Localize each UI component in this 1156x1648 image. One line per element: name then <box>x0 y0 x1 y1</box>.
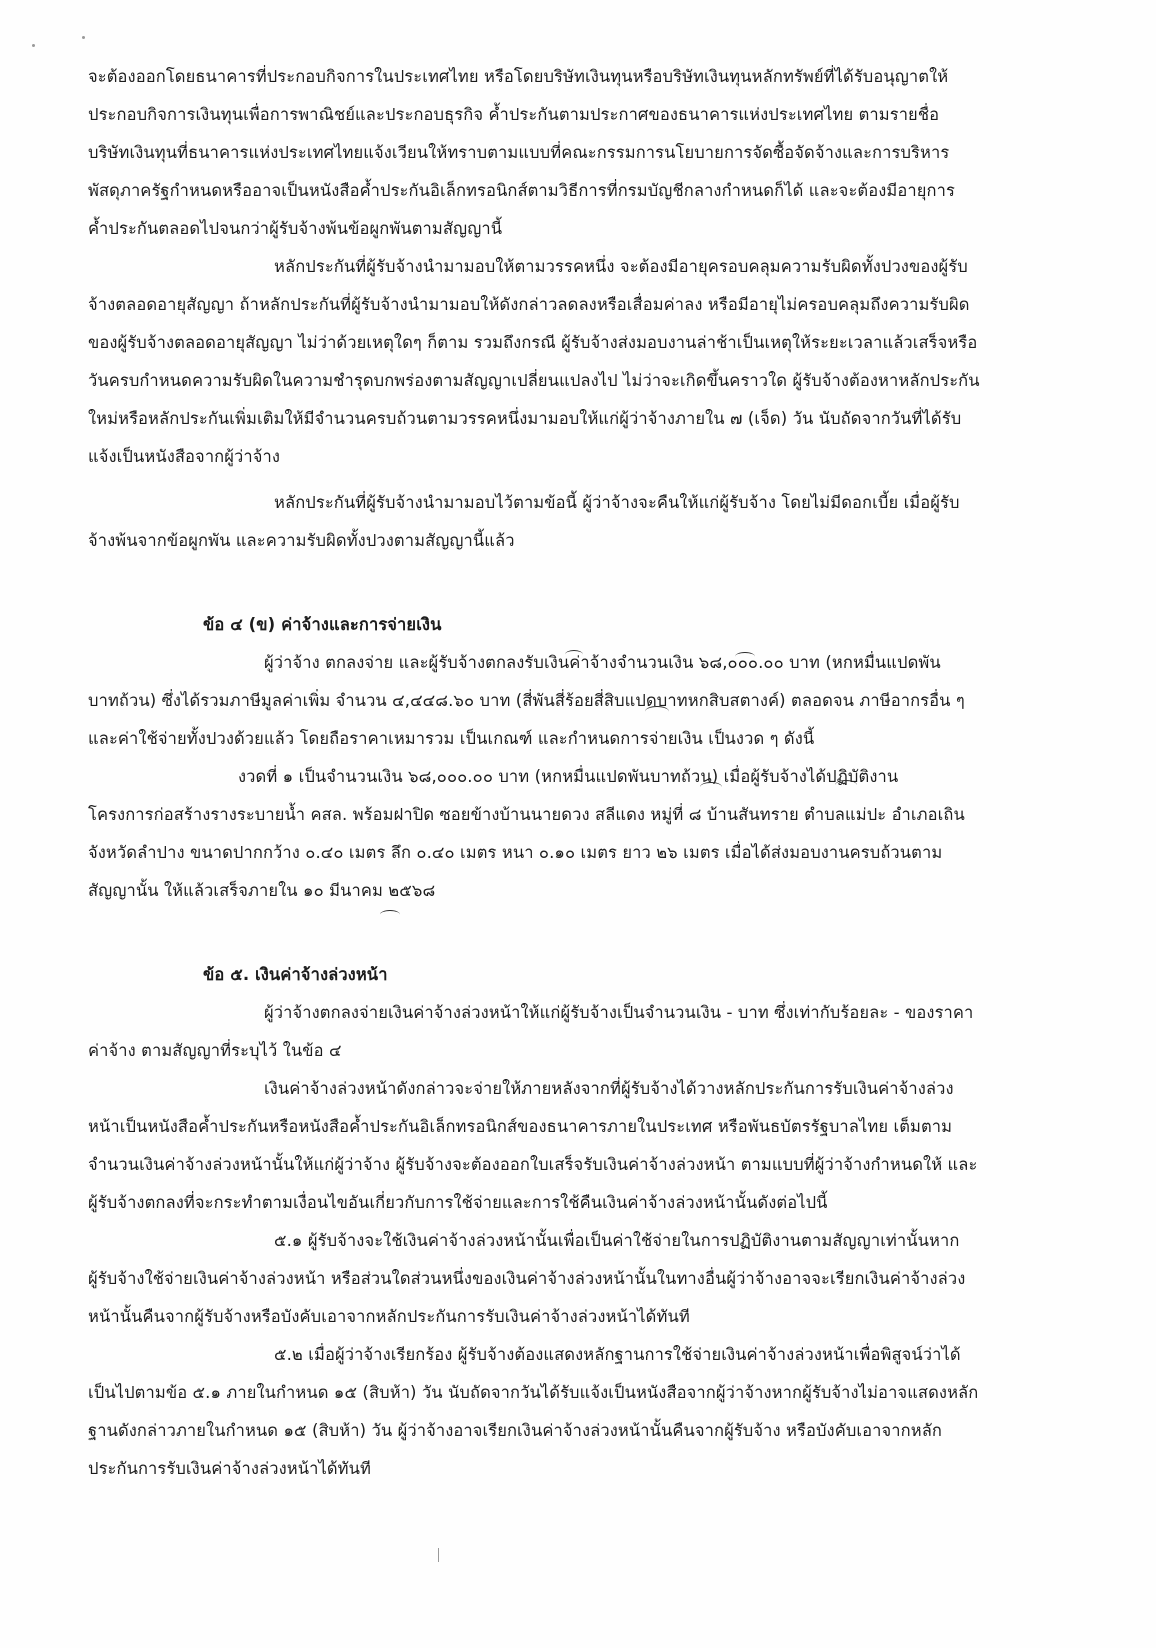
text-line: หน้านั้นคืนจากผู้รับจ้างหรือบังคับเอาจากหลักประกันการรับเงินค่าจ้างล่วงหน้าได้ทันที <box>88 1307 690 1326</box>
text-line: แจ้งเป็นหนังสือจากผู้ว่าจ้าง <box>88 447 281 466</box>
text-line: สัญญานั้น ให้แล้วเสร็จภายใน ๑๐ มีนาคม ๒๕๖๘ <box>88 881 436 900</box>
text-line: เงินค่าจ้างล่วงหน้าดังกล่าวจะจ่ายให้ภายหลังจากที่ผู้รับจ้างได้วางหลักประกันการรับเงินค่าจ้างล่วง <box>264 1079 954 1098</box>
pen-stroke-mark <box>565 650 583 659</box>
text-line: ค้ำประกันตลอดไปจนกว่าผู้รับจ้างพ้นข้อผูกพันตามสัญญานี้ <box>88 219 503 238</box>
text-line: ประกันการรับเงินค่าจ้างล่วงหน้าได้ทันที <box>88 1459 371 1478</box>
text-line: ผู้รับจ้างใช้จ่ายเงินค่าจ้างล่วงหน้า หรือส่วนใดส่วนหนึ่งของเงินค่าจ้างล่วงหน้านั้นในทางอื่นผู้ว่าจ้างอาจจะเรียกเงินค่าจ้างล่วง <box>88 1269 966 1288</box>
paragraph-guarantee-return <box>88 484 1063 560</box>
scan-speck <box>32 44 35 47</box>
text-line: ผู้ว่าจ้าง ตกลงจ่าย และผู้รับจ้างตกลงรับเงินค่าจ้างจำนวนเงิน ๖๘,๐๐๐.๐๐ บาท (หกหมื่นแปดพัน <box>264 653 941 672</box>
pen-stroke-mark <box>735 652 755 661</box>
text-line: ของผู้รับจ้างตลอดอายุสัญญา ไม่ว่าด้วยเหตุใดๆ ก็ตาม รวมถึงกรณี ผู้รับจ้างส่งมอบงานล่าช้าเป็นเหตุให้ระยะเวลาแล้วเสร็จหรือ <box>88 333 978 352</box>
text-line: จ้างตลอดอายุสัญญา ถ้าหลักประกันที่ผู้รับจ้างนำมามอบให้ดังกล่าวลดลงหรือเสื่อมค่าลง หรือมีอายุไม่ครอบคลุมถึงความรับผิด <box>88 295 970 314</box>
text-line: งวดที่ ๑ เป็นจำนวนเงิน ๖๘,๐๐๐.๐๐ บาท (หกหมื่นแปดพันบาทถ้วน) เมื่อผู้รับจ้างได้ปฏิบัติงาน <box>238 767 899 786</box>
pen-stroke-mark <box>700 782 722 792</box>
text-line: บาทถ้วน) ซึ่งได้รวมภาษีมูลค่าเพิ่ม จำนวน ๔,๔๔๘.๖๐ บาท (สี่พันสี่ร้อยสี่สิบแปดบาทหกสิบสตางค์) ตลอดจน ภาษีอากรอื่น ๆ <box>88 691 965 710</box>
scan-speck <box>82 36 85 39</box>
scan-mark <box>438 1548 439 1562</box>
text-line: จะต้องออกโดยธนาคารที่ประกอบกิจการในประเทศไทย หรือโดยบริษัทเงินทุนหรือบริษัทเงินทุนหลักทรัพย์ที่ได้รับอนุญาตให้ <box>88 67 949 86</box>
pen-stroke-mark <box>645 706 669 717</box>
text-line: วันครบกำหนดความรับผิดในความชำรุดบกพร่องตามสัญญาเปลี่ยนแปลงไป ไม่ว่าจะเกิดขึ้นคราวใด ผู้รับจ้างต้องหาหลักประกัน <box>88 371 980 390</box>
text-line: และค่าใช้จ่ายทั้งปวงด้วยแล้ว โดยถือราคาเหมารวม เป็นเกณฑ์ และกำหนดการจ่ายเงิน เป็นงวด ๆ ดังนี้ <box>88 729 815 748</box>
section-heading: ข้อ ๔ (ข) ค่าจ้างและการจ่ายเงิน <box>203 615 442 634</box>
paragraph-guarantee-coverage <box>88 248 1063 476</box>
text-line: เป็นไปตามข้อ ๕.๑ ภายในกำหนด ๑๕ (สิบห้า) วัน นับถัดจากวันได้รับแจ้งเป็นหนังสือจากผู้ว่าจ้างหากผู้รับจ้างไม่อาจแสดงหลัก <box>88 1383 979 1402</box>
section-5 <box>88 956 1063 1488</box>
text-line: ผู้รับจ้างตกลงที่จะกระทำตามเงื่อนไขอันเกี่ยวกับการใช้จ่ายและการใช้คืนเงินค่าจ้างล่วงหน้านั้นดังต่อไปนี้ <box>88 1193 828 1212</box>
text-line: หน้าเป็นหนังสือค้ำประกันหรือหนังสือค้ำประกันอิเล็กทรอนิกส์ของธนาคารภายในประเทศ หรือพันธบัตรรัฐบาลไทย เต็มตาม <box>88 1117 953 1136</box>
text-line: บริษัทเงินทุนที่ธนาคารแห่งประเทศไทยแจ้งเวียนให้ทราบตามแบบที่คณะกรรมการนโยบายการจัดซื้อจัดจ้างและการบริหาร <box>88 143 950 162</box>
text-line: ใหม่หรือหลักประกันเพิ่มเติมให้มีจำนวนครบถ้วนตามวรรคหนึ่งมามอบให้แก่ผู้ว่าจ้างภายใน ๗ (เจ็ด) วัน นับถัดจากวันที่ได้รับ <box>88 409 962 428</box>
text-line: จังหวัดลำปาง ขนาดปากกว้าง ๐.๔๐ เมตร ลึก ๐.๔๐ เมตร หนา ๐.๑๐ เมตร ยาว ๒๖ เมตร เมื่อได้ส่งมอบงานครบถ้วนตาม <box>88 843 943 862</box>
spacer <box>88 560 1063 598</box>
text-line: ผู้ว่าจ้างตกลงจ่ายเงินค่าจ้างล่วงหน้าให้แก่ผู้รับจ้างเป็นจำนวนเงิน - บาท ซึ่งเท่ากับร้อยละ - ของราคา <box>264 1003 974 1022</box>
text-line: หลักประกันที่ผู้รับจ้างนำมามอบไว้ตามข้อนี้ ผู้ว่าจ้างจะคืนให้แก่ผู้รับจ้าง โดยไม่มีดอกเบี้ย เมื่อผู้รับ <box>274 493 960 512</box>
text-line: ค่าจ้าง ตามสัญญาที่ระบุไว้ ในข้อ ๔ <box>88 1041 342 1060</box>
text-line: จ้างพ้นจากข้อผูกพัน และความรับผิดทั้งปวงตามสัญญานี้แล้ว <box>88 531 515 550</box>
text-line: ๕.๑ ผู้รับจ้างจะใช้เงินค่าจ้างล่วงหน้านั้นเพื่อเป็นค่าใช้จ่ายในการปฏิบัติงานตามสัญญาเท่านั้นหาก <box>274 1231 960 1250</box>
text-line: จำนวนเงินค่าจ้างล่วงหน้านั้นให้แก่ผู้ว่าจ้าง ผู้รับจ้างจะต้องออกใบเสร็จรับเงินค่าจ้างล่วงหน้า ตามแบบที่ผู้ว่าจ้างกำหนดให้ และ <box>88 1155 978 1174</box>
text-line: หลักประกันที่ผู้รับจ้างนำมามอบให้ตามวรรคหนึ่ง จะต้องมีอายุครอบคลุมความรับผิดทั้งปวงของผู้รับ <box>274 257 968 276</box>
text-line: พัสดุภาครัฐกำหนดหรืออาจเป็นหนังสือค้ำประกันอิเล็กทรอนิกส์ตามวิธีการที่กรมบัญชีกลางกำหนดก็ได้ และจะต้องมีอายุการ <box>88 181 955 200</box>
text-line: ฐานดังกล่าวภายในกำหนด ๑๕ (สิบห้า) วัน ผู้ว่าจ้างอาจเรียกเงินค่าจ้างล่วงหน้านั้นคืนจากผู้รับจ้าง หรือบังคับเอาจากหลัก <box>88 1421 943 1440</box>
document-body <box>88 58 1063 1488</box>
section-heading: ข้อ ๕. เงินค่าจ้างล่วงหน้า <box>203 965 388 984</box>
text-line: ๕.๒ เมื่อผู้ว่าจ้างเรียกร้อง ผู้รับจ้างต้องแสดงหลักฐานการใช้จ่ายเงินค่าจ้างล่วงหน้าเพื่อพิสูจน์ว่าได้ <box>274 1345 961 1364</box>
paragraph-guarantee-issuer <box>88 58 1063 248</box>
pen-stroke-mark <box>835 780 857 790</box>
spacer <box>88 910 1063 948</box>
text-line: โครงการก่อสร้างรางระบายน้ำ คสล. พร้อมฝาปิด ซอยข้างบ้านนายดวง สลีแดง หมู่ที่ ๘ บ้านสันทราย ตำบลแม่ปะ อำเภอเถิน <box>88 805 965 824</box>
text-line: ประกอบกิจการเงินทุนเพื่อการพาณิชย์และประกอบธุรกิจ ค้ำประกันตามประกาศของธนาคารแห่งประเทศไทย ตามรายชื่อ <box>88 105 940 124</box>
pen-stroke-mark <box>380 910 400 919</box>
